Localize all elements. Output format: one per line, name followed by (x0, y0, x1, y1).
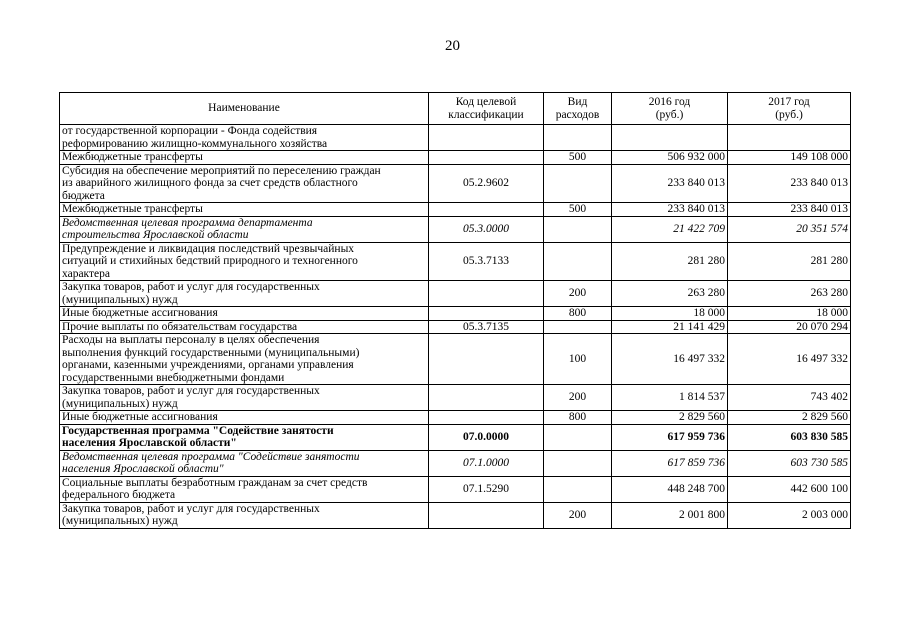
cell-name-line: Иные бюджетные ассигнования (62, 307, 218, 319)
cell-name (60, 151, 429, 165)
cell-name-line: характера (62, 267, 110, 280)
cell-2016: 233 840 013 (612, 203, 728, 217)
cell-2016: 448 248 700 (612, 476, 728, 502)
cell-code: 05.3.0000 (429, 216, 544, 242)
cell-name-line: федерального бюджета (62, 489, 176, 501)
budget-table (59, 92, 851, 529)
cell-name (60, 125, 429, 151)
cell-name-line: (муниципальных) нужд (62, 397, 178, 410)
table-row (60, 242, 851, 281)
header-type-line: Вид (567, 96, 588, 108)
cell-name (60, 450, 429, 476)
table-body (60, 125, 851, 529)
cell-type: 500 (544, 203, 612, 217)
cell-name (60, 385, 429, 411)
cell-name-line: (муниципальных) нужд (62, 515, 178, 527)
cell-name-line: (муниципальных) нужд (62, 293, 178, 306)
cell-type: 100 (544, 334, 612, 385)
cell-name-line: Закупка товаров, работ и услуг для государственных (62, 281, 320, 293)
cell-type (544, 424, 612, 450)
cell-2017: 603 830 585 (728, 424, 851, 450)
cell-2016: 1 814 537 (612, 385, 728, 411)
cell-name (60, 424, 429, 450)
header-code (429, 93, 544, 125)
cell-2017: 16 497 332 (728, 334, 851, 385)
page-number: 20 (445, 38, 460, 54)
cell-2016: 2 829 560 (612, 411, 728, 425)
table-row (60, 216, 851, 242)
cell-name-line: населения Ярославской области" (62, 463, 224, 475)
cell-name-line: Государственная программа "Содействие занятости (62, 424, 334, 437)
cell-type (544, 476, 612, 502)
cell-2017: 603 730 585 (728, 450, 851, 476)
header-2016-line: (руб.) (655, 108, 684, 121)
cell-name-line: Предупреждение и ликвидация последствий чрезвычайных (62, 242, 355, 255)
cell-type: 200 (544, 502, 612, 528)
cell-code (429, 502, 544, 528)
table-row (60, 385, 851, 411)
table-row (60, 203, 851, 217)
table-row (60, 502, 851, 528)
cell-name (60, 502, 429, 528)
cell-2016: 281 280 (612, 242, 728, 281)
cell-type (544, 164, 612, 203)
cell-name-line: государственными внебюджетными фондами (62, 371, 285, 384)
cell-2016: 2 001 800 (612, 502, 728, 528)
cell-name-line: Межбюджетные трансферты (62, 151, 203, 163)
cell-2016: 617 959 736 (612, 424, 728, 450)
cell-type: 800 (544, 307, 612, 321)
cell-code: 07.1.5290 (429, 476, 544, 502)
cell-name (60, 411, 429, 425)
cell-name (60, 320, 429, 334)
header-name: Наименование (60, 93, 429, 125)
table-row (60, 151, 851, 165)
cell-name-line: Межбюджетные трансферты (62, 203, 203, 215)
table-row (60, 334, 851, 385)
cell-type (544, 450, 612, 476)
cell-name (60, 164, 429, 203)
cell-2017: 281 280 (728, 242, 851, 281)
cell-name-line: населения Ярославской области" (62, 437, 237, 449)
cell-code: 05.2.9602 (429, 164, 544, 203)
cell-2017: 743 402 (728, 385, 851, 411)
cell-name (60, 203, 429, 217)
cell-name (60, 281, 429, 307)
cell-name-line: Ведомственная целевая программа департамента (62, 216, 313, 229)
cell-2017: 20 070 294 (728, 320, 851, 334)
cell-name-line: Субсидия на обеспечение мероприятий по переселению граждан (62, 164, 381, 177)
cell-name-line: реформированию жилищно-коммунального хозяйства (62, 137, 328, 150)
table-row (60, 424, 851, 450)
cell-2016: 263 280 (612, 281, 728, 307)
header-code-line: Код целевой (455, 96, 517, 108)
table-row (60, 164, 851, 203)
header-2017 (728, 93, 851, 125)
header-2017-line: (руб.) (775, 108, 803, 121)
cell-2017: 233 840 013 (728, 203, 851, 217)
cell-name-line: Закупка товаров, работ и услуг для государственных (62, 502, 320, 515)
cell-name-line: Социальные выплаты безработным гражданам за счет средств (62, 476, 368, 489)
table-row (60, 476, 851, 502)
cell-name-line: ситуаций и стихийных бедствий природного и техногенного (62, 255, 358, 267)
table-row (60, 307, 851, 321)
cell-name-line: Иные бюджетные ассигнования (62, 411, 218, 423)
cell-name (60, 334, 429, 385)
table-header-row (60, 93, 851, 125)
cell-code (429, 334, 544, 385)
cell-type: 500 (544, 151, 612, 165)
cell-type: 800 (544, 411, 612, 425)
cell-code (429, 385, 544, 411)
cell-2017: 233 840 013 (728, 164, 851, 203)
cell-2016: 506 932 000 (612, 151, 728, 165)
cell-2017: 263 280 (728, 281, 851, 307)
header-2017-line: 2017 год (768, 96, 810, 108)
cell-type (544, 216, 612, 242)
cell-code (429, 151, 544, 165)
header-type (544, 93, 612, 125)
header-2016-line: 2016 год (648, 96, 691, 108)
header-type-line: расходов (555, 108, 600, 121)
cell-code (429, 411, 544, 425)
cell-name-line: органами, казенными учреждениями, органами управления (62, 359, 354, 371)
cell-2017: 18 000 (728, 307, 851, 321)
table-row (60, 320, 851, 334)
cell-2017 (728, 125, 851, 151)
cell-type (544, 125, 612, 151)
cell-name-line: Закупка товаров, работ и услуг для государственных (62, 385, 320, 397)
cell-type: 200 (544, 281, 612, 307)
cell-name-line: строительства Ярославской области (62, 229, 249, 241)
cell-2016: 617 859 736 (612, 450, 728, 476)
cell-name (60, 216, 429, 242)
cell-code: 05.3.7135 (429, 320, 544, 334)
cell-type: 200 (544, 385, 612, 411)
header-2016 (612, 93, 728, 125)
table-row (60, 125, 851, 151)
cell-2016: 21 141 429 (612, 320, 728, 334)
table-row (60, 450, 851, 476)
cell-2017: 442 600 100 (728, 476, 851, 502)
cell-2016: 233 840 013 (612, 164, 728, 203)
cell-2017: 2 003 000 (728, 502, 851, 528)
cell-name-line: из аварийного жилищного фонда за счет средств областного (62, 177, 358, 189)
cell-code (429, 281, 544, 307)
cell-2017: 20 351 574 (728, 216, 851, 242)
table-row (60, 281, 851, 307)
cell-name-line: выполнения функций государственными (муниципальными) (62, 346, 360, 359)
cell-code (429, 307, 544, 321)
cell-2016 (612, 125, 728, 151)
cell-code: 07.0.0000 (429, 424, 544, 450)
cell-2017: 149 108 000 (728, 151, 851, 165)
table-row (60, 411, 851, 425)
cell-name-line: Прочие выплаты по обязательствам государства (62, 320, 298, 333)
cell-2016: 18 000 (612, 307, 728, 321)
cell-name-line: бюджета (62, 189, 105, 202)
cell-name-line: Ведомственная целевая программа "Содействие занятости (62, 450, 360, 463)
cell-code: 05.3.7133 (429, 242, 544, 281)
cell-code: 07.1.0000 (429, 450, 544, 476)
cell-type (544, 320, 612, 334)
cell-name (60, 307, 429, 321)
cell-2016: 16 497 332 (612, 334, 728, 385)
cell-name (60, 476, 429, 502)
cell-code (429, 125, 544, 151)
cell-type (544, 242, 612, 281)
cell-name-line: Расходы на выплаты персоналу в целях обеспечения (62, 334, 320, 346)
cell-code (429, 203, 544, 217)
cell-2016: 21 422 709 (612, 216, 728, 242)
cell-2017: 2 829 560 (728, 411, 851, 425)
cell-name-line: от государственной корпорации - Фонда содействия (62, 125, 318, 137)
cell-name (60, 242, 429, 281)
header-code-line: классификации (448, 108, 524, 121)
